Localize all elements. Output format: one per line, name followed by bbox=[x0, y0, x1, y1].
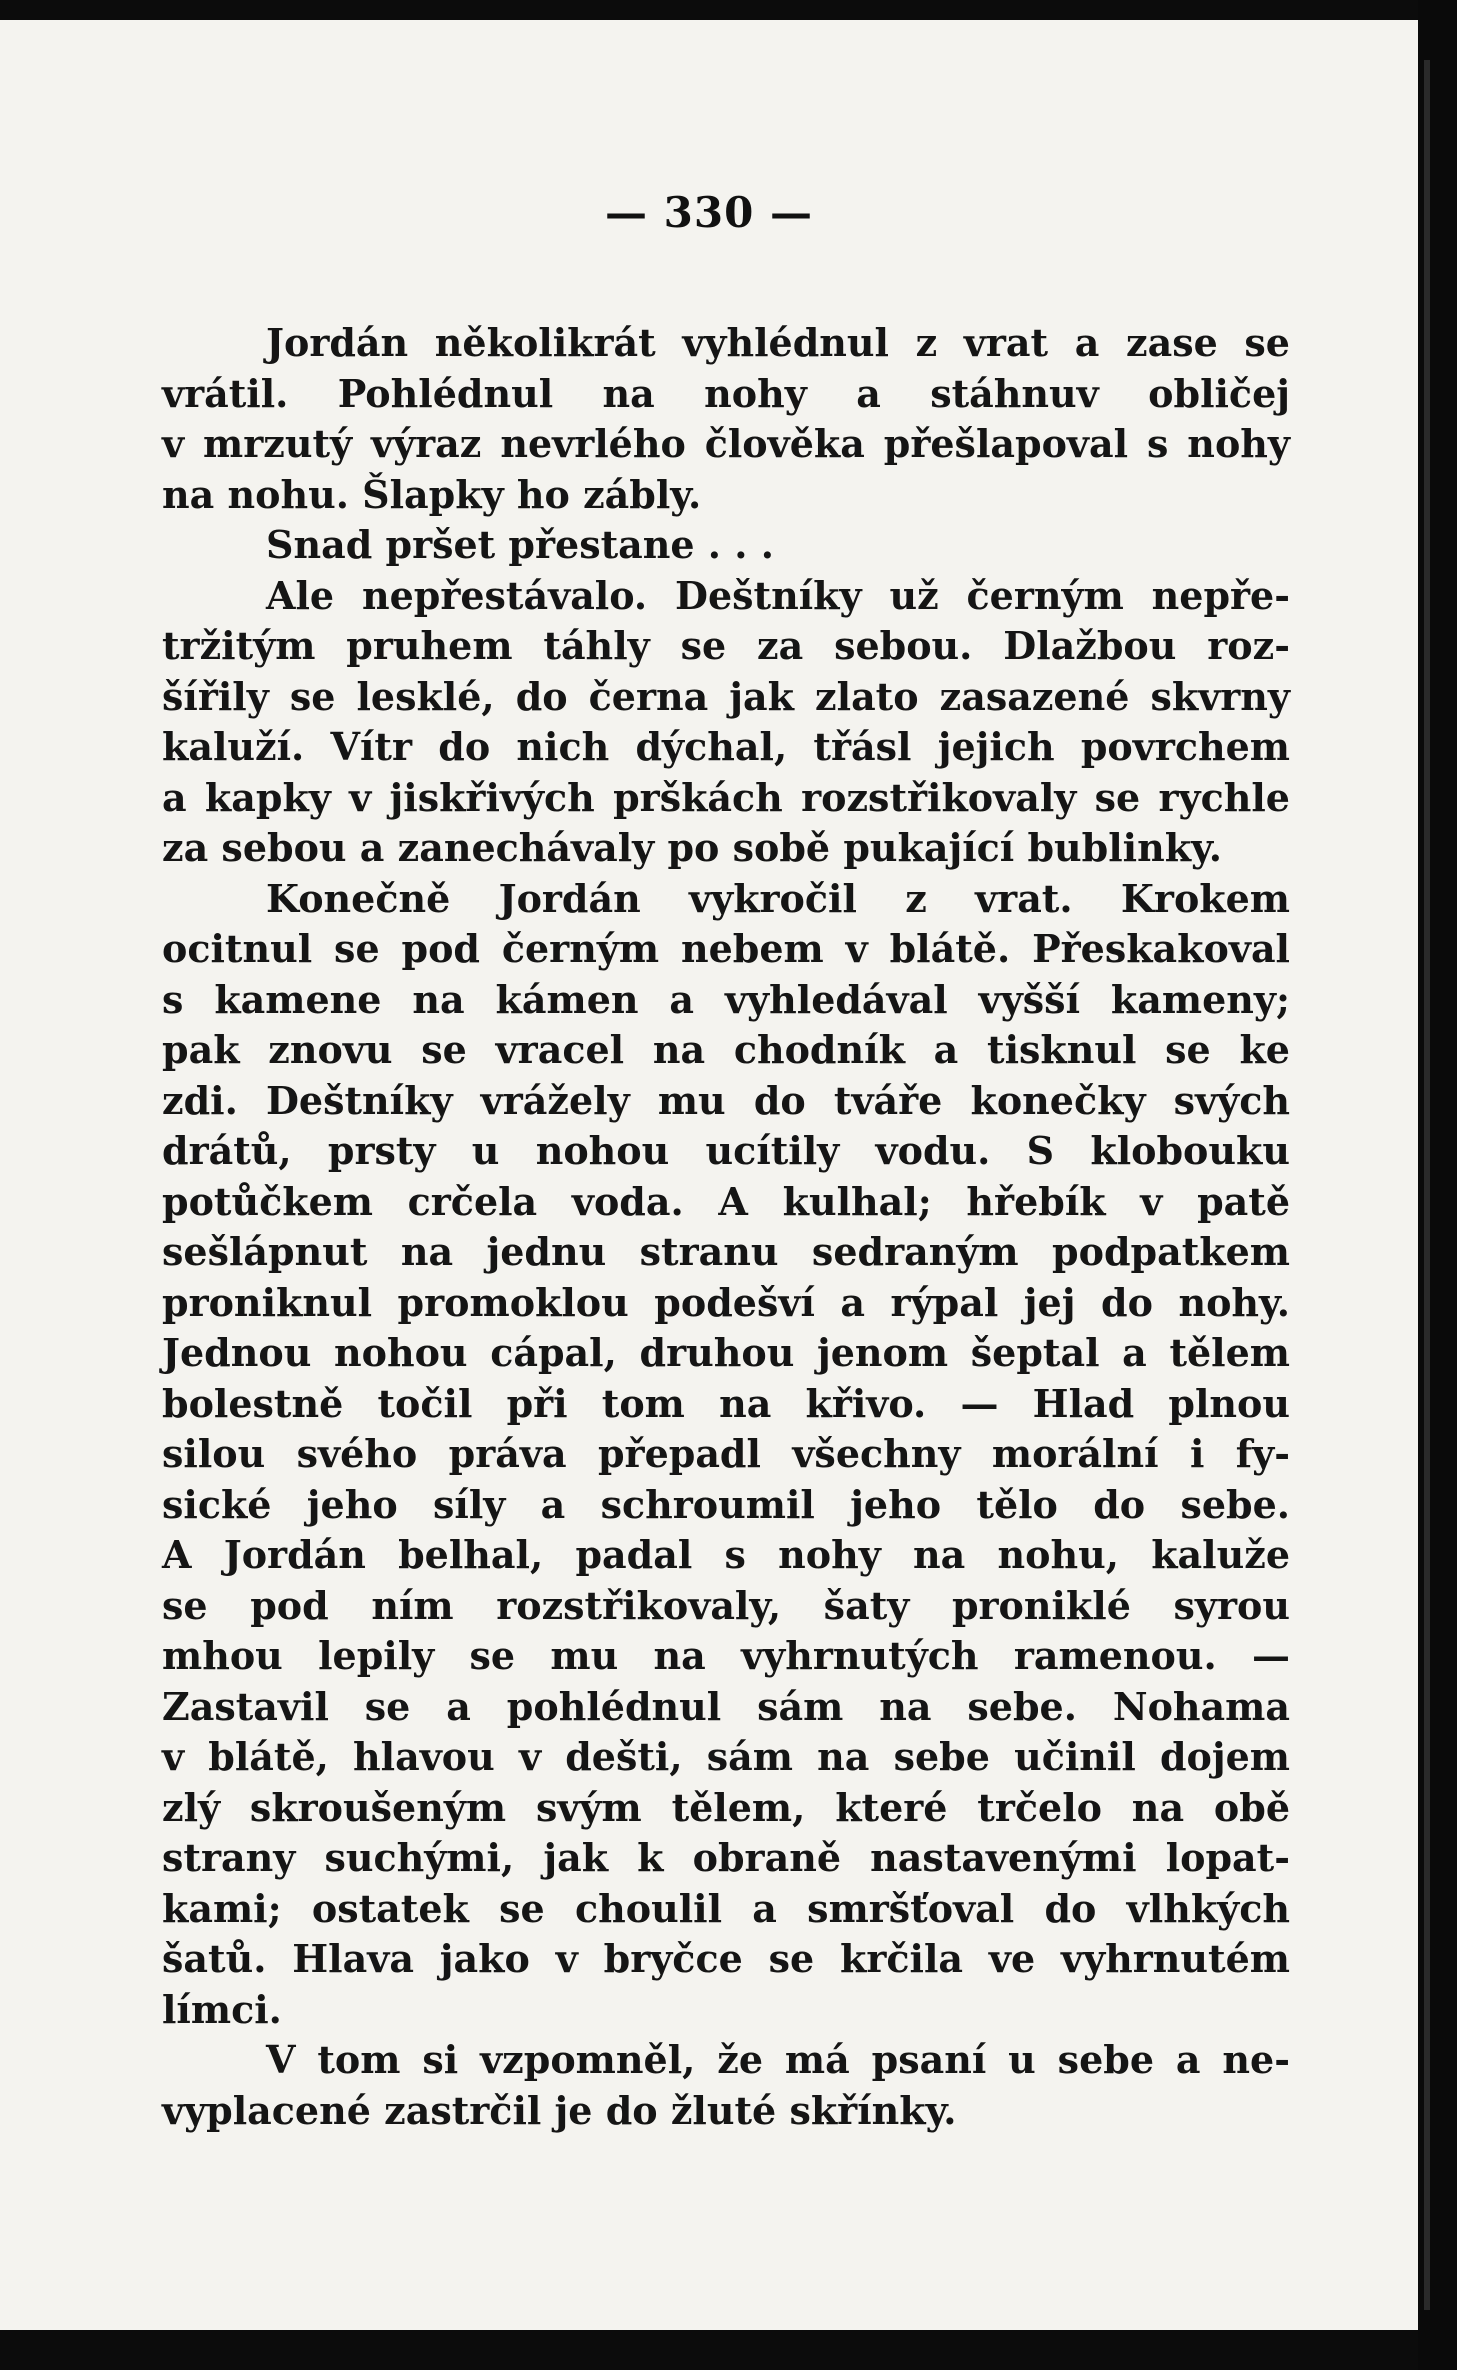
text-line: A Jordán belhal, padal s nohy na nohu, kaluže bbox=[162, 1532, 1290, 1577]
text-line: límci. bbox=[162, 1986, 282, 2032]
text-line: Snad pršet přestane . . . bbox=[266, 522, 774, 567]
text-line: zdi. Deštníky vrážely mu do tváře konečky svých bbox=[162, 1077, 1290, 1123]
book-page bbox=[0, 20, 1418, 2330]
text-line: kami; ostatek se choulil a smršťoval do vlhkých bbox=[162, 1885, 1290, 1931]
text-line: silou svého práva přepadl všechny morální i fy- bbox=[162, 1431, 1290, 1476]
text-line: strany suchými, jak k obraně nastavenými lopat- bbox=[162, 1835, 1290, 1880]
text-line: Jordán několikrát vyhlédnul z vrat a zase se bbox=[266, 320, 1290, 365]
text-line: Jednou nohou cápal, druhou jenom šeptal a tělem bbox=[162, 1330, 1290, 1375]
text-line: na nohu. Šlapky ho zábly. bbox=[162, 471, 702, 517]
text-line: se pod ním rozstřikovaly, šaty proniklé syrou bbox=[162, 1582, 1290, 1628]
text-line: vrátil. Pohlédnul na nohy a stáhnuv obličej bbox=[162, 370, 1290, 416]
text-line: v mrzutý výraz nevrlého člověka přešlapoval s nohy bbox=[162, 421, 1290, 466]
text-line: vyplacené zastrčil je do žluté skřínky. bbox=[162, 2087, 957, 2133]
text-line: šířily se lesklé, do černa jak zlato zasazené skvrny bbox=[162, 673, 1290, 719]
text-line: proniknul promoklou podešví a rýpal jej do nohy. bbox=[162, 1279, 1290, 1325]
text-line: zlý skroušeným svým tělem, které trčelo na obě bbox=[162, 1784, 1290, 1830]
text-line: v blátě, hlavou v dešti, sám na sebe učinil dojem bbox=[162, 1734, 1290, 1779]
text-line: za sebou a zanechávaly po sobě pukající bublinky. bbox=[162, 825, 1223, 870]
text-line: potůčkem crčela voda. A kulhal; hřebík v patě bbox=[162, 1178, 1290, 1224]
text-line: drátů, prsty u nohou ucítily vodu. S klobouku bbox=[162, 1128, 1290, 1173]
text-line: sické jeho síly a schroumil jeho tělo do sebe. bbox=[162, 1481, 1290, 1527]
text-line: bolestně točil při tom na křivo. — Hlad plnou bbox=[162, 1380, 1290, 1426]
body-text bbox=[162, 318, 1290, 2136]
scan-border-stripe bbox=[1424, 60, 1430, 2310]
text-line: Ale nepřestávalo. Deštníky už černým nepře- bbox=[266, 572, 1290, 618]
text-line: V tom si vzpomněl, že má psaní u sebe a ne- bbox=[266, 2037, 1290, 2082]
text-line: sešlápnut na jednu stranu sedraným podpatkem bbox=[162, 1229, 1290, 1274]
text-line: tržitým pruhem táhly se za sebou. Dlažbou roz- bbox=[162, 623, 1290, 668]
page-number: — 330 — bbox=[605, 188, 813, 237]
text-line: ocitnul se pod černým nebem v blátě. Přeskakoval bbox=[162, 926, 1290, 971]
text-line: šatů. Hlava jako v bryčce se krčila ve vyhrnutém bbox=[162, 1936, 1290, 1981]
text-line: s kamene na kámen a vyhledával vyšší kameny; bbox=[162, 976, 1290, 1022]
text-line: kaluží. Vítr do nich dýchal, třásl jejich povrchem bbox=[162, 724, 1290, 769]
text-line: a kapky v jiskřivých prškách rozstřikovaly se rychle bbox=[162, 774, 1290, 820]
text-line: Konečně Jordán vykročil z vrat. Krokem bbox=[266, 875, 1290, 921]
text-line: Zastavil se a pohlédnul sám na sebe. Nohama bbox=[162, 1683, 1290, 1729]
text-line: pak znovu se vracel na chodník a tisknul se ke bbox=[162, 1027, 1290, 1072]
text-line: mhou lepily se mu na vyhrnutých ramenou. — bbox=[162, 1633, 1290, 1678]
